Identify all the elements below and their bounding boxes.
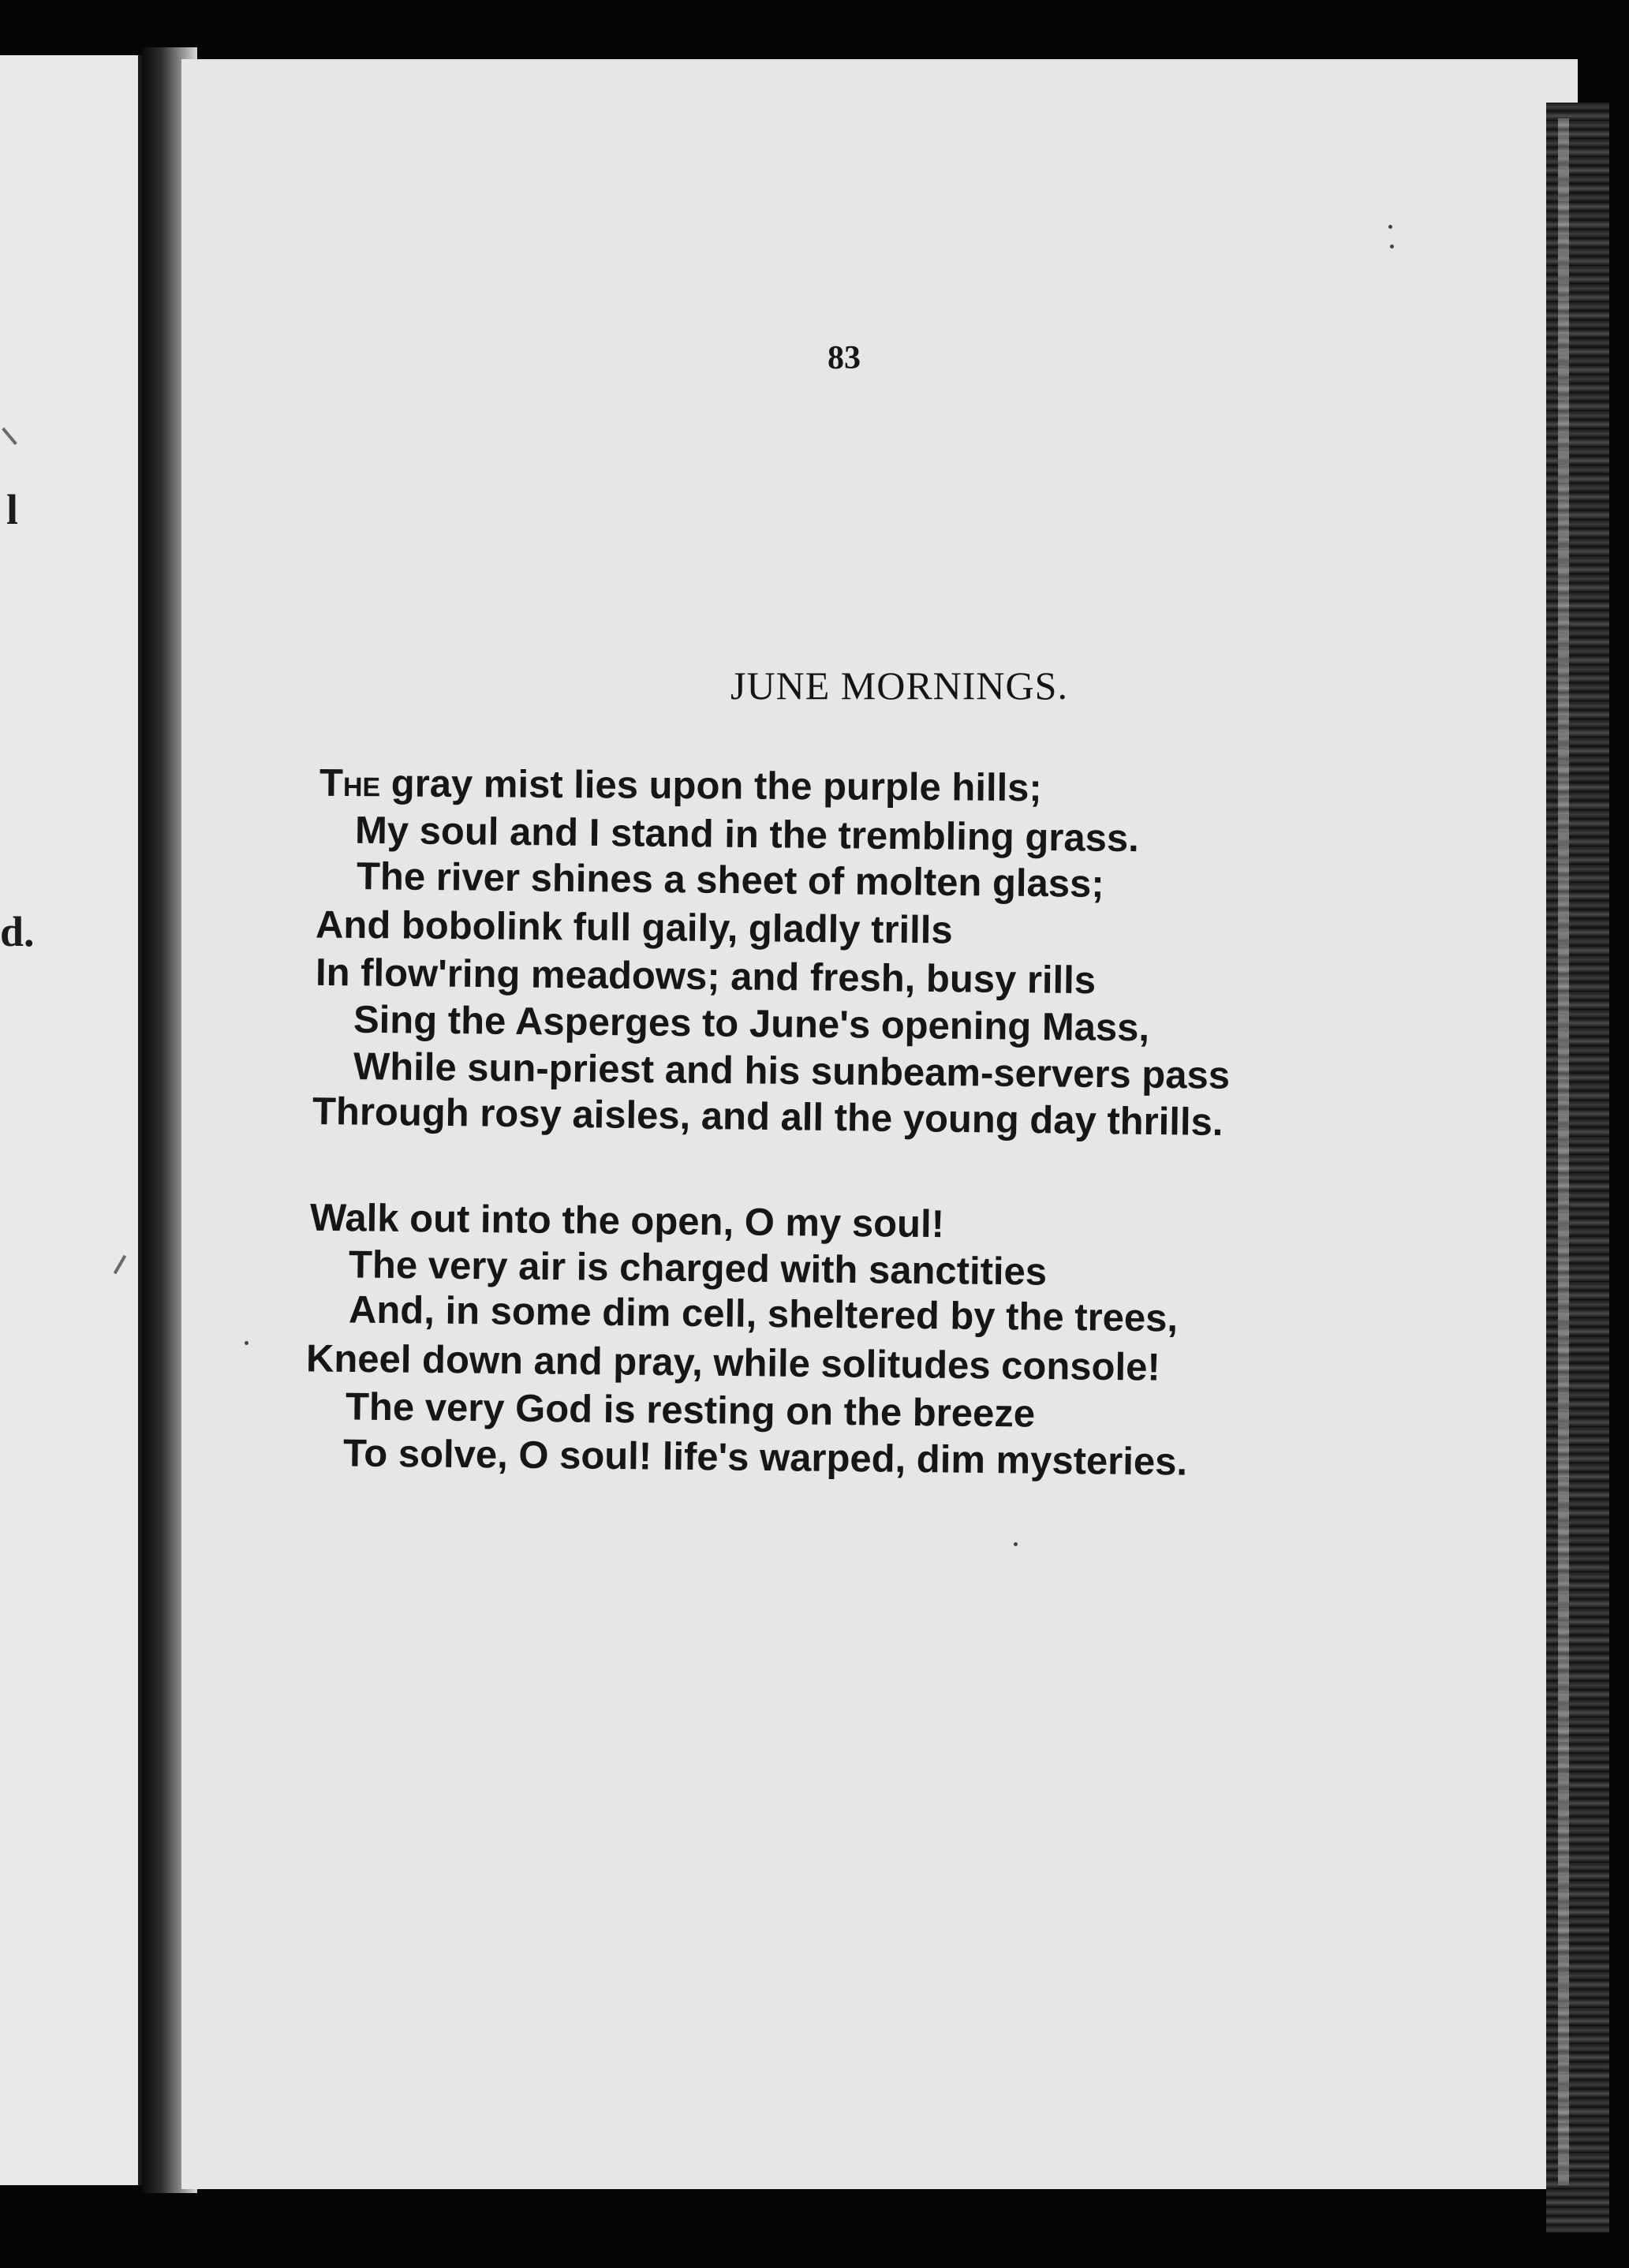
previous-page-edge [0,55,143,2185]
poem-line [319,761,1042,810]
poem-line: And bobolink full gaily, gladly trills [315,903,953,952]
book-block-edge-highlight [1558,118,1569,2185]
poem-line: And, in some dim cell, sheltered by the trees, [348,1288,1179,1340]
book-block-edge [1546,103,1609,2233]
left-page-fragment: d. [0,908,35,955]
poem-line: In flow'ring meadows; and fresh, busy rills [315,951,1097,1003]
poem-title: JUNE MORNINGS. [730,663,1068,708]
dust-speck [245,1341,248,1345]
poem-line-text: gray mist lies upon the purple hills; [379,762,1042,810]
left-page-fragment: l [6,486,19,533]
dust-speck [1014,1542,1018,1546]
poem-line: Kneel down and pray, while solitudes console! [305,1337,1160,1389]
ink-mark [2,428,17,445]
poem-line: The very God is resting on the breeze [345,1385,1036,1436]
poem-line: Walk out into the open, O my soul! [309,1196,945,1246]
poem-first-word: The [319,761,381,805]
dust-speck [1388,225,1392,229]
dust-speck [1390,245,1394,248]
ink-mark [114,1255,126,1275]
poem-line: The river shines a sheet of molten glass; [356,855,1104,906]
poem-line: Through rosy aisles, and all the young day thrills. [312,1089,1224,1145]
poem-line: My soul and I stand in the trembling grass. [354,809,1140,861]
poem-line: The very air is charged with sanctities [348,1243,1048,1294]
poem-line: Sing the Asperges to June's opening Mass, [353,998,1150,1050]
poem-line: To solve, O soul! life's warped, dim mysteries. [342,1432,1188,1484]
poem-line: While sun-priest and his sunbeam-servers pass [353,1045,1231,1097]
page-number: 83 [828,340,861,376]
